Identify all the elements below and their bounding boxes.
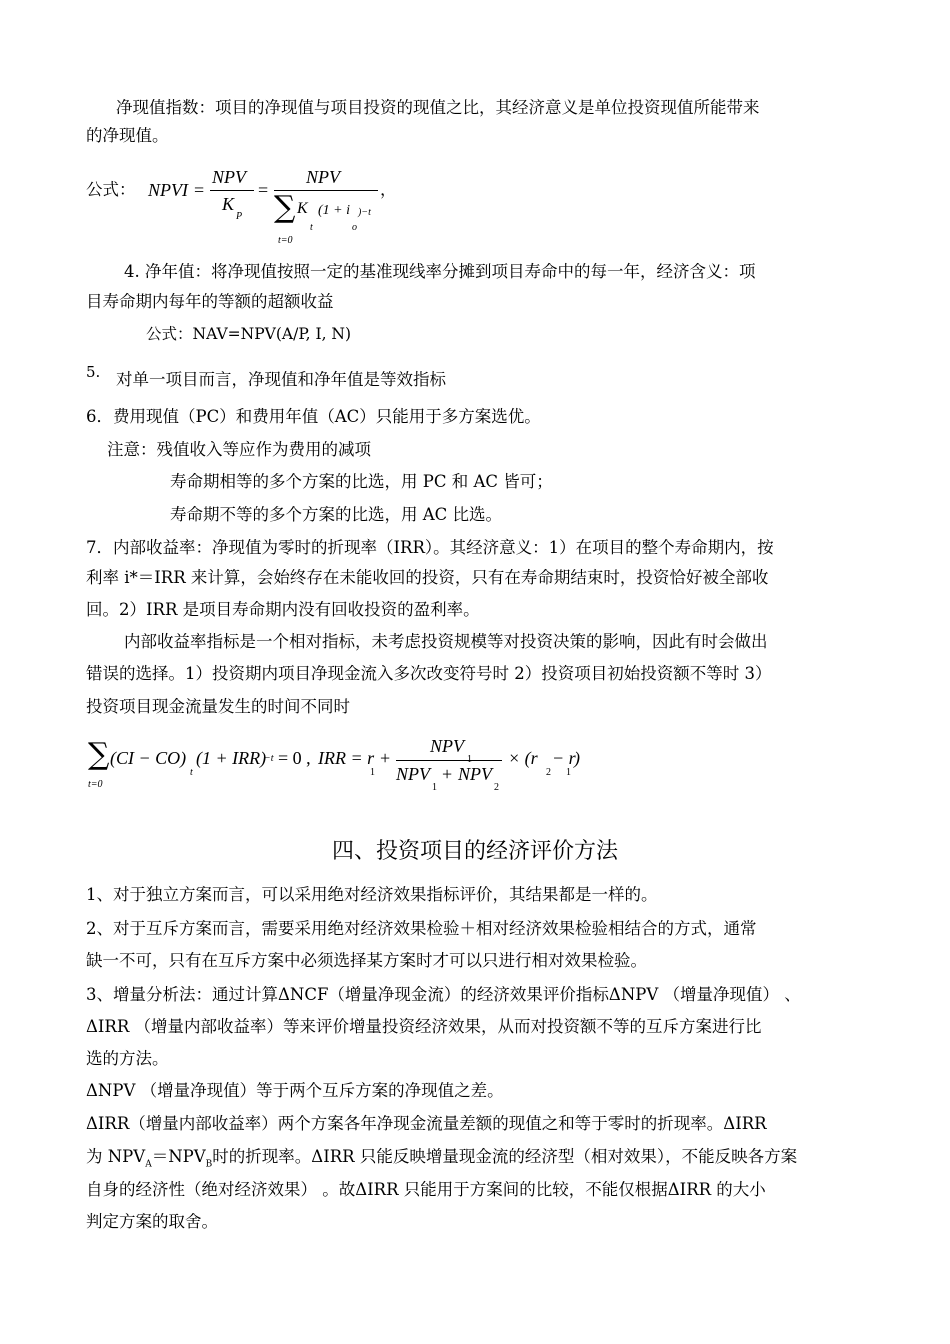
npvi-definition: 净现值指数：项目的净现值与项目投资的现值之比，其经济意义是单位投资现值所能带来 bbox=[116, 98, 760, 117]
sum-paren: (1 + i bbox=[318, 203, 350, 218]
r1-subscript: 1 bbox=[370, 767, 375, 778]
irr-fraction-bar bbox=[396, 760, 502, 761]
npv-numerator: NPV bbox=[212, 167, 246, 187]
equals-sign-2: = bbox=[258, 180, 269, 200]
kp-symbol: K bbox=[222, 194, 235, 214]
irr-denominator-b: NPV bbox=[458, 764, 492, 784]
paragraph-3-line1: 3、增量分析法：通过计算ΔNCF（增量净现金流）的经济效果评价指标ΔNPV （增量净现值） 、 bbox=[86, 985, 801, 1004]
times-r2: × (r bbox=[508, 748, 538, 768]
note: 注意：残值收入等应作为费用的减项 bbox=[107, 440, 371, 459]
equals-sign: = bbox=[194, 180, 205, 200]
close-paren: ) bbox=[574, 748, 580, 768]
irr-denominator-plus: + bbox=[442, 764, 453, 784]
sum-exponent: )−t bbox=[358, 207, 371, 218]
paragraph-2-line1: 2、对于互斥方案而言，需要采用绝对经济效果检验＋相对经济效果检验相结合的方式，通常 bbox=[86, 919, 757, 938]
npv-a-subscript: A bbox=[145, 1159, 152, 1170]
ci-co-subscript: t bbox=[190, 767, 193, 778]
r2-subscript: 2 bbox=[546, 767, 551, 778]
irr-paragraph-line3: 投资项目现金流量发生的时间不同时 bbox=[86, 697, 350, 716]
npvi-symbol: NPVI bbox=[148, 180, 188, 200]
npv-b-text: ＝NPV bbox=[151, 1147, 206, 1166]
paragraph-5-line2 bbox=[86, 1147, 797, 1174]
sum-k-subscript: t bbox=[310, 222, 313, 233]
note-equal-life: 寿命期相等的多个方案的比选，用 PC 和 AC 皆可； bbox=[170, 472, 553, 491]
npvi-definition-cont: 的净现值。 bbox=[86, 126, 169, 145]
npv-b-subscript: B bbox=[205, 1159, 213, 1170]
paragraph-3-line2: ΔIRR （增量内部收益率）等来评价增量投资经济效果，从而对投资额不等的互斥方案进行比 bbox=[86, 1017, 762, 1036]
npv-a-text: 为 NPV bbox=[86, 1147, 146, 1166]
kp-subscript: P bbox=[236, 211, 243, 222]
irr-numerator: NPV bbox=[430, 736, 464, 756]
nav-formula: 公式：NAV=NPV(A/P, I, N) bbox=[146, 325, 352, 343]
paragraph-2-line2: 缺一不可，只有在互斥方案中必须选择某方案时才可以只进行相对效果检验。 bbox=[86, 951, 647, 970]
irr-sum-lower: t=0 bbox=[88, 779, 103, 790]
item7-line1: 7．内部收益率：净现值为零时的折现率（IRR）。其经济意义：1）在项目的整个寿命期内，按 bbox=[86, 538, 774, 557]
item5-number: 5. bbox=[86, 363, 101, 381]
sum-lower-limit: t=0 bbox=[278, 235, 293, 246]
paragraph-3-line3: 选的方法。 bbox=[86, 1049, 169, 1068]
equals-zero: = 0 , bbox=[278, 748, 311, 768]
sum-sign: ∑ bbox=[274, 190, 296, 225]
npv-numerator-2: NPV bbox=[306, 167, 340, 187]
irr-paragraph-line1: 内部收益率指标是一个相对指标，未考虑投资规模等对投资决策的影响，因此有时会做出 bbox=[124, 632, 768, 651]
discount-term: (1 + IRR) bbox=[196, 748, 267, 768]
paragraph-1: 1、对于独立方案而言，可以采用绝对经济效果指标评价，其结果都是一样的。 bbox=[86, 885, 658, 904]
ci-co-term: (CI − CO) bbox=[110, 748, 187, 768]
irr-equals-r1: IRR = r bbox=[318, 748, 375, 768]
item6: 6．费用现值（PC）和费用年值（AC）只能用于多方案选优。 bbox=[86, 407, 541, 426]
r1b-subscript: 1 bbox=[566, 767, 571, 778]
minus-r1: − r bbox=[552, 748, 576, 768]
fraction-bar bbox=[210, 190, 254, 191]
irr-paragraph-line2: 错误的选择。1）投资期内项目净现金流入多次改变符号时 2）投资项目初始投资额不等时 3） bbox=[86, 664, 772, 683]
sum-k: K bbox=[297, 200, 308, 217]
paragraph-5-line2-rest: 时的折现率。ΔIRR 只能反映增量现金流的经济型（相对效果），不能反映各方案 bbox=[212, 1147, 798, 1166]
section-title: 四、投资项目的经济评价方法 bbox=[331, 839, 618, 864]
paragraph-4: ΔNPV （增量净现值）等于两个互斥方案的净现值之差。 bbox=[86, 1081, 504, 1100]
nav-title: 4. 净年值：将净现值按照一定的基准现线率分摊到项目寿命中的每一年，经济含义：项 bbox=[124, 262, 756, 281]
irr-denominator-a: NPV bbox=[396, 764, 430, 784]
irr-denominator-b-subscript: 2 bbox=[494, 782, 499, 793]
item7-line3: 回。2）IRR 是项目寿命期内没有回收投资的盈利率。 bbox=[86, 600, 480, 619]
formula-label: 公式： bbox=[86, 180, 136, 199]
paragraph-5-line1: ΔIRR（增量内部收益率）两个方案各年净现金流量差额的现值之和等于零时的折现率。ΔIRR bbox=[86, 1114, 767, 1133]
paragraph-5-line3: 自身的经济性（绝对经济效果） 。故ΔIRR 只能用于方案间的比较，不能仅根据ΔIRR 的大小 bbox=[86, 1180, 766, 1199]
io-subscript: o bbox=[352, 222, 357, 233]
paragraph-5-line4: 判定方案的取舍。 bbox=[86, 1212, 218, 1231]
discount-exponent: −t bbox=[264, 753, 274, 764]
note-unequal-life: 寿命期不等的多个方案的比选，用 AC 比选。 bbox=[170, 505, 503, 524]
irr-denominator-a-subscript: 1 bbox=[432, 782, 437, 793]
irr-numerator-subscript: 1 bbox=[467, 754, 472, 765]
nav-title-cont: 目寿命期内每年的等额的超额收益 bbox=[86, 292, 334, 311]
item7-line2: 利率 i*＝IRR 来计算，会始终存在未能收回的投资，只有在寿命期结束时，投资恰好被全部收 bbox=[86, 568, 769, 587]
item5-text: 对单一项目而言，净现值和净年值是等效指标 bbox=[116, 370, 446, 389]
plus-sign: + bbox=[380, 748, 391, 768]
comma: ， bbox=[380, 180, 397, 199]
irr-sum-sign: ∑ bbox=[88, 737, 110, 772]
